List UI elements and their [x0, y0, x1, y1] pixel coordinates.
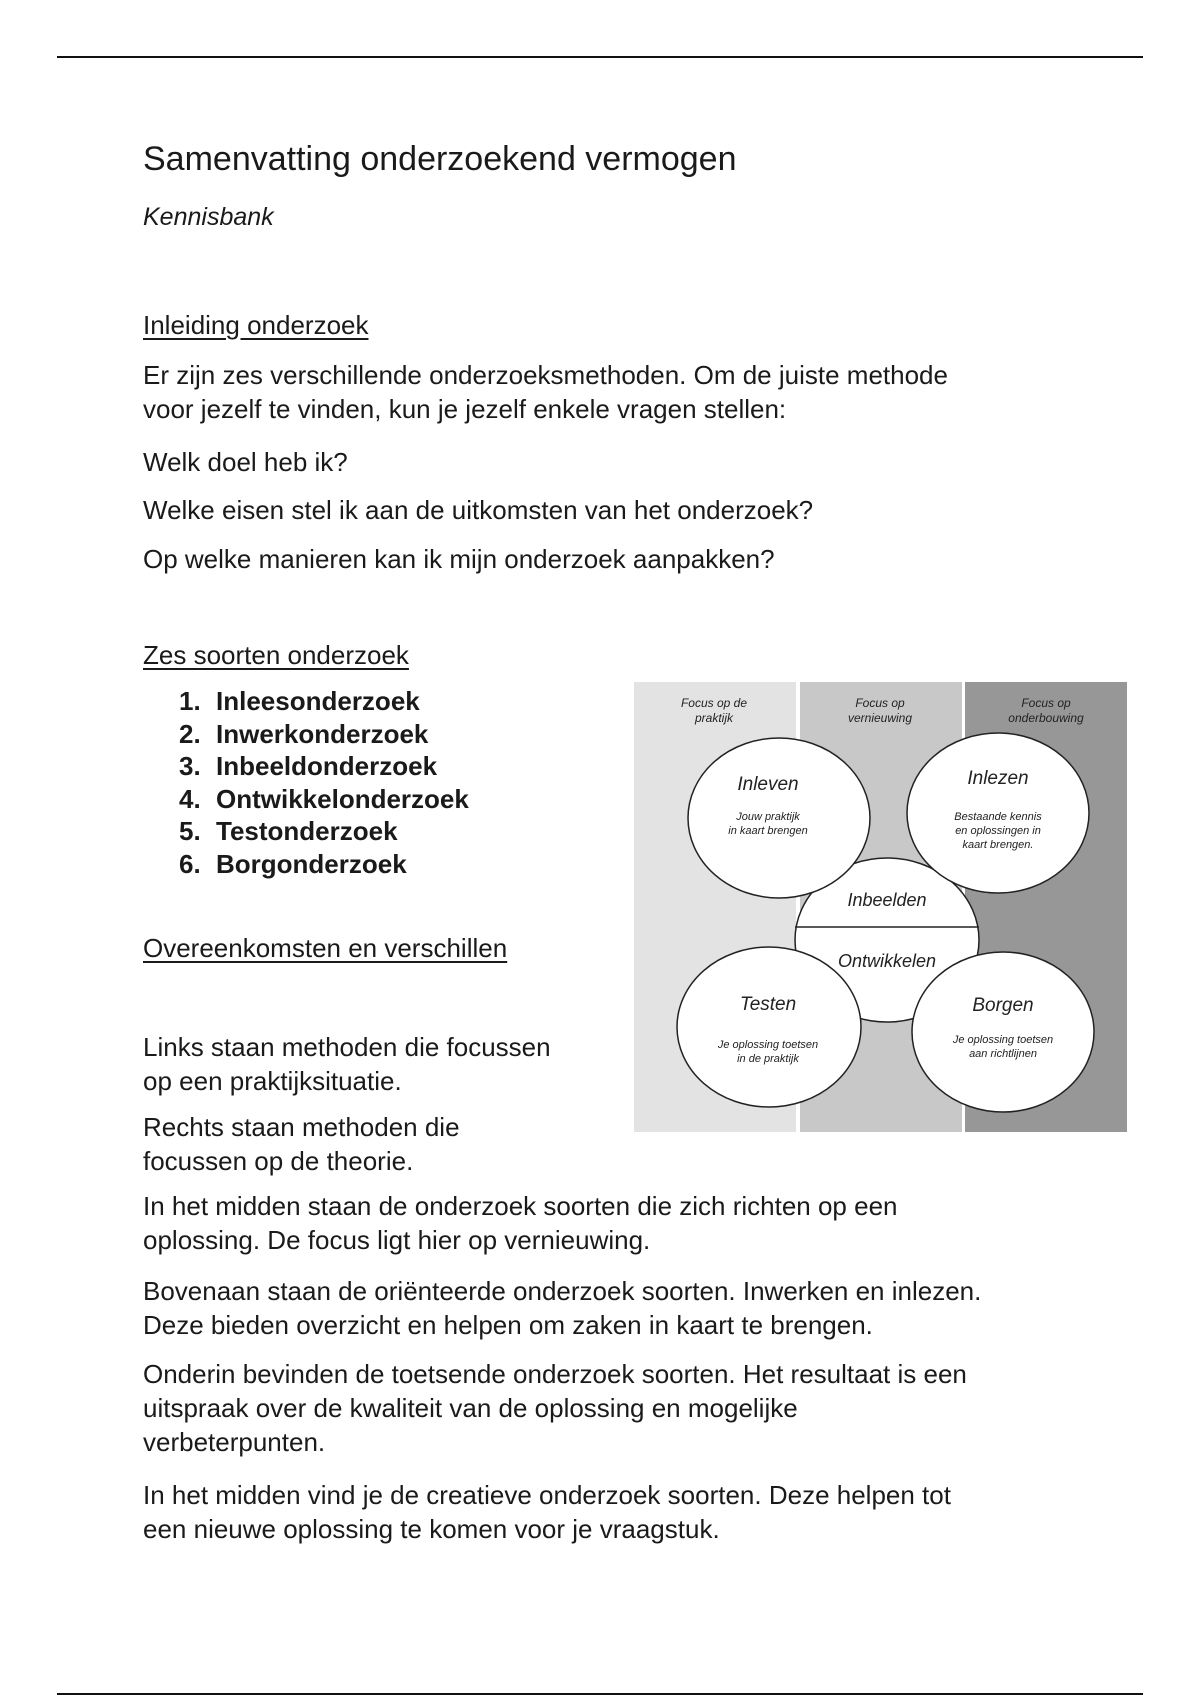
list-item-label: Inleesonderzoek [216, 686, 420, 716]
question-goal: Welk doel heb ik? [143, 447, 348, 477]
circle-borgen [912, 952, 1094, 1112]
list-item-number: 3. [179, 751, 201, 781]
inlezen-desc-line3: kaart brengen. [962, 839, 1034, 851]
list-item-number: 4. [179, 783, 201, 814]
paragraph-creative-methods [143, 1478, 951, 1546]
list-item-label: Borgonderzoek [216, 848, 407, 879]
inleven-title: Inleven [737, 774, 799, 795]
paragraph-right-methods [143, 1110, 460, 1178]
inlezen-desc-line1: Bestaande kennis [954, 811, 1042, 823]
list-item [179, 848, 469, 881]
column-label-foundation-line2: onderbouwing [1008, 711, 1084, 725]
column-label-practice-line1: Focus op de [680, 696, 748, 710]
paragraph-line: Deze bieden overzicht en helpen om zaken in kaart te brengen. [143, 1310, 873, 1340]
paragraph-line: Onderin bevinden de toetsende onderzoek soorten. Het resultaat is een [143, 1359, 967, 1389]
testen-desc-line1: Je oplossing toetsen [717, 1039, 819, 1051]
column-label-innovation-line1: Focus op [855, 696, 905, 710]
paragraph-line: op een praktijksituatie. [143, 1066, 402, 1096]
paragraph-left-methods [143, 1030, 551, 1098]
paragraph-line: Links staan methoden die focussen [143, 1032, 551, 1062]
paragraph-line: oplossing. De focus ligt hier op vernieuwing. [143, 1225, 651, 1255]
borgen-desc-line1: Je oplossing toetsen [952, 1034, 1054, 1046]
list-item-label: Inwerkonderzoek [216, 718, 429, 749]
research-methods-diagram [634, 682, 1127, 1132]
column-label-foundation-line1: Focus op [1021, 696, 1071, 710]
method-list [179, 685, 469, 880]
top-rule [57, 56, 1143, 58]
list-item-number: 5. [179, 816, 201, 846]
list-item-label: Inbeeldonderzoek [216, 751, 438, 781]
paragraph-line: In het midden vind je de creatieve onderzoek soorten. Deze helpen tot [143, 1480, 951, 1510]
list-item [179, 750, 469, 783]
testen-desc-line2: in de praktijk [737, 1053, 799, 1065]
list-item-label: Testonderzoek [216, 816, 398, 846]
intro-paragraph-line: Er zijn zes verschillende onderzoeksmethoden. Om de juiste methode [143, 360, 948, 390]
section-heading-types: Zes soorten onderzoek [143, 640, 409, 670]
page-subtitle: Kennisbank [143, 203, 274, 231]
paragraph-line: een nieuwe oplossing te komen voor je vraagstuk. [143, 1514, 720, 1544]
inleven-desc-line2: in kaart brengen [728, 825, 808, 837]
page-title: Samenvatting onderzoekend vermogen [143, 140, 737, 178]
paragraph-bottom-methods [143, 1357, 967, 1459]
list-item-label: Ontwikkelonderzoek [216, 783, 469, 814]
column-label-practice-line2: praktijk [694, 711, 734, 725]
list-item [179, 685, 469, 718]
borgen-title: Borgen [972, 995, 1034, 1016]
inbeelden-title: Inbeelden [847, 890, 927, 910]
paragraph-line: verbeterpunten. [143, 1427, 326, 1457]
question-approach: Op welke manieren kan ik mijn onderzoek aanpakken? [143, 544, 775, 574]
list-item [179, 783, 469, 816]
testen-title: Testen [739, 994, 797, 1015]
list-item-number: 1. [179, 686, 201, 716]
paragraph-top-methods [143, 1274, 981, 1342]
paragraph-line: focussen op de theorie. [143, 1146, 414, 1176]
intro-paragraph [143, 358, 948, 426]
paragraph-line: In het midden staan de onderzoek soorten die zich richten op een [143, 1191, 898, 1221]
column-label-innovation-line2: vernieuwing [847, 711, 913, 725]
list-item-number: 6. [179, 848, 201, 879]
diagram-canvas [634, 682, 1127, 1132]
bottom-rule [57, 1693, 1143, 1695]
borgen-desc-line2: aan richtlijnen [969, 1048, 1037, 1060]
section-heading-comparison: Overeenkomsten en verschillen [143, 933, 508, 963]
circle-testen [677, 947, 861, 1107]
ontwikkelen-title: Ontwikkelen [837, 951, 937, 971]
intro-paragraph-line: voor jezelf te vinden, kun je jezelf enkele vragen stellen: [143, 394, 787, 424]
inlezen-desc-line2: en oplossingen in [955, 825, 1041, 837]
list-item [179, 815, 469, 848]
section-heading-intro: Inleiding onderzoek [143, 310, 369, 340]
question-requirements: Welke eisen stel ik aan de uitkomsten van het onderzoek? [143, 495, 814, 525]
paragraph-line: uitspraak over de kwaliteit van de oplossing en mogelijke [143, 1393, 798, 1423]
paragraph-line: Rechts staan methoden die [143, 1112, 460, 1142]
list-item [179, 718, 469, 751]
paragraph-line: Bovenaan staan de oriënteerde onderzoek soorten. Inwerken en inlezen. [143, 1276, 982, 1306]
paragraph-middle-methods [143, 1189, 898, 1257]
list-item-number: 2. [179, 718, 201, 749]
inleven-desc-line1: Jouw praktijk [736, 811, 800, 823]
inlezen-title: Inlezen [967, 768, 1029, 789]
